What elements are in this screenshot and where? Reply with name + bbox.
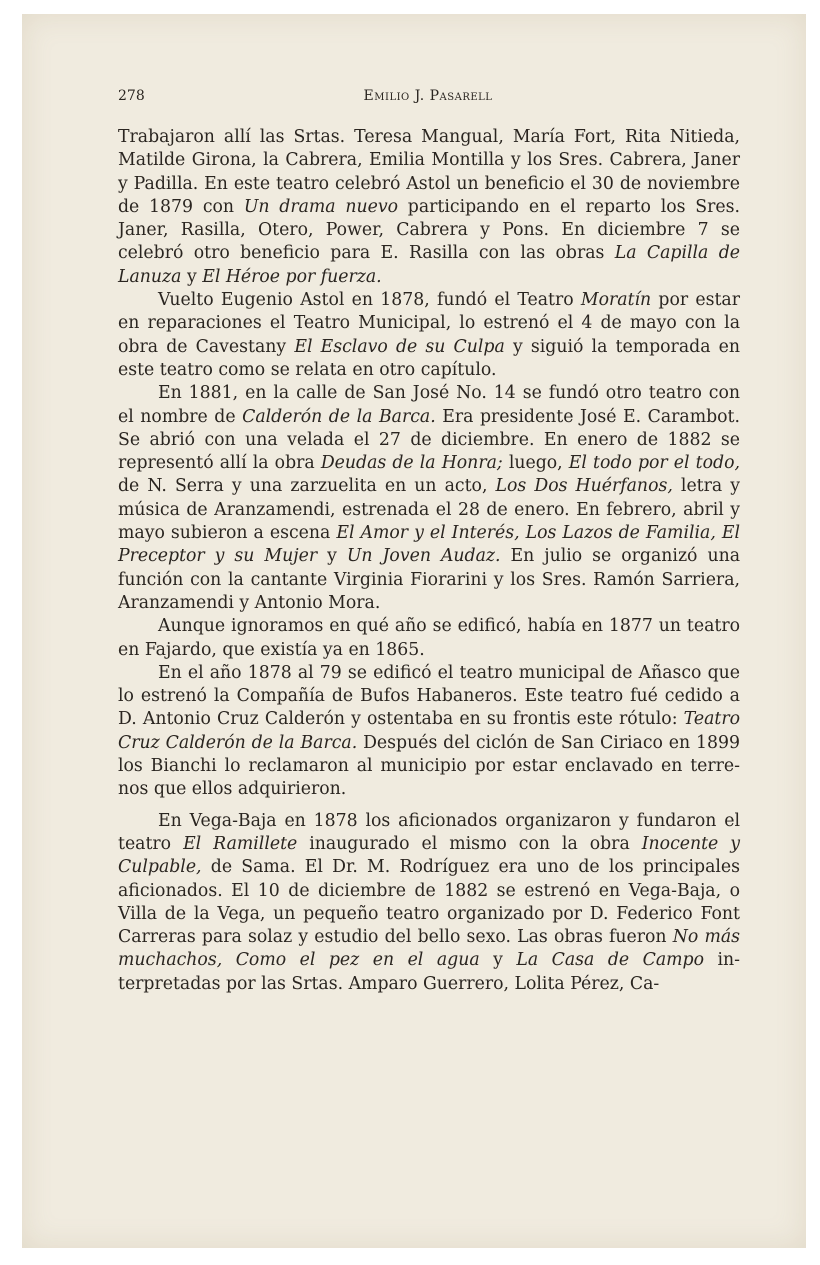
paragraph: [118, 615, 740, 662]
italic-title: Un drama nuevo: [243, 196, 399, 217]
text-run: interpretadas por las Srtas. Amparo Guerrero, Lolita Pérez, Ca-: [118, 950, 741, 994]
italic-title: Inocente y Culpable,: [118, 833, 741, 878]
text-run: Trabajaron allí las Srtas. Teresa Mangual, María Fort, Rita Nitieda, Matilde Girona, la Cabrera, Emilia Montilla y los Sres. Cabrera, Janer y Padilla. En este teatro celebró Astol un beneficio el 30 de noviembre de 1879 con: [118, 127, 740, 217]
text-run: participando en el reparto los Sres. Janer, Rasilla, Otero, Power, Cabrera y Pons. En diciembre 7 se celebró otro beneficio para E. Rasilla con las obras: [118, 196, 740, 264]
text-run: luego,: [502, 453, 569, 474]
text-run: Era presidente José E. Carambot. Se abrió con una velada el 27 de diciembre. En enero de 1882 se representó allí la obra: [118, 406, 740, 474]
text-run: En julio se organizó una función con la cantante Virginia Fiorarini y los Sres. Ramón Sarriera, Aranzamendi y Antonio Mora.: [118, 546, 741, 613]
text-run: En Vega-Baja en 1878 los aficionados organizaron y fundaron el teatro: [118, 810, 740, 854]
italic-title: La Casa de Campo: [516, 950, 705, 971]
text-run: inaugurado el mismo con la obra: [297, 833, 642, 854]
italic-title: La Capilla de Lanuza: [118, 243, 740, 287]
italic-title: Deudas de la Honra;: [320, 453, 503, 474]
text-run: letra y música de Aranzamendi, estrenada el 28 de enero. En febrero, abril y mayo subieron a escena: [118, 476, 741, 544]
text-run: Vuelto Eugenio Astol en 1878, fundó el Teatro: [158, 290, 581, 311]
paragraph: [118, 810, 740, 996]
text-run: y siguió la temporada en este teatro como se relata en otro capítulo.: [118, 336, 741, 380]
text-run: y: [181, 266, 203, 287]
italic-title: El Amor y el Interés, Los Lazos de Familia, El Preceptor y su Mujer: [118, 523, 740, 567]
text-run: por estar en reparaciones el Teatro Municipal, lo estrenó el 4 de mayo con la obra de Cavestany: [118, 290, 740, 357]
italic-title: Un Joven Audaz.: [346, 546, 501, 567]
italic-title: El Ramillete: [183, 833, 298, 854]
paragraph: [118, 382, 740, 615]
italic-title: Calderón de la Barca.: [242, 406, 436, 427]
text-run: En 1881, en la calle de San José No. 14 se fundó otro teatro con el nombre de: [118, 383, 740, 427]
body-text: [118, 126, 740, 996]
italic-title: Moratín: [580, 290, 652, 311]
paragraph: [118, 662, 740, 802]
italic-title: No más muchachos, Como el pez en el agua: [118, 927, 741, 971]
italic-title: Los Dos Huérfanos,: [495, 476, 673, 497]
italic-title: Teatro Cruz Calderón de la Barca.: [118, 709, 740, 753]
text-run: de Sama. El Dr. M. Rodríguez era uno de los principales aficionados. El 10 de diciembre de 1882 se estrenó en Vega-Baja, o Villa de la Vega, un pequeño teatro organizado por D. Federico Font Carreras para solaz y estudio del bello sexo. Las obras fueron: [118, 857, 740, 948]
italic-title: El todo por el todo,: [568, 453, 740, 474]
text-run: En el año 1878 al 79 se edificó el teatro municipal de Añasco que lo estrenó la Compañía de Bufos Habaneros. Este teatro fué cedido a D. Antonio Cruz Calderón y ostentaba en su frontis este rótulo:: [118, 662, 740, 730]
text-run: Después del ciclón de San Ciriaco en 1899 los Bianchi lo reclamaron al municipio por estar enclavado en terrenos que ellos adquirieron.: [118, 732, 740, 800]
text-run: Aunque ignoramos en qué año se edificó, había en 1877 un teatro en Fajardo, que existía ya en 1865.: [118, 616, 740, 660]
text-run: y: [317, 546, 347, 567]
page-header: [118, 88, 738, 112]
text-run: de N. Serra y una zarzuelita en un acto,: [118, 476, 496, 497]
running-head: Emilio J. Pasarell: [363, 88, 493, 104]
paragraph: [118, 289, 740, 382]
page-number: 278: [118, 88, 145, 104]
paragraph: [118, 126, 740, 289]
italic-title: El Héroe por fuerza.: [202, 266, 382, 287]
text-run: y: [479, 950, 517, 971]
italic-title: El Esclavo de su Culpa: [294, 336, 505, 357]
